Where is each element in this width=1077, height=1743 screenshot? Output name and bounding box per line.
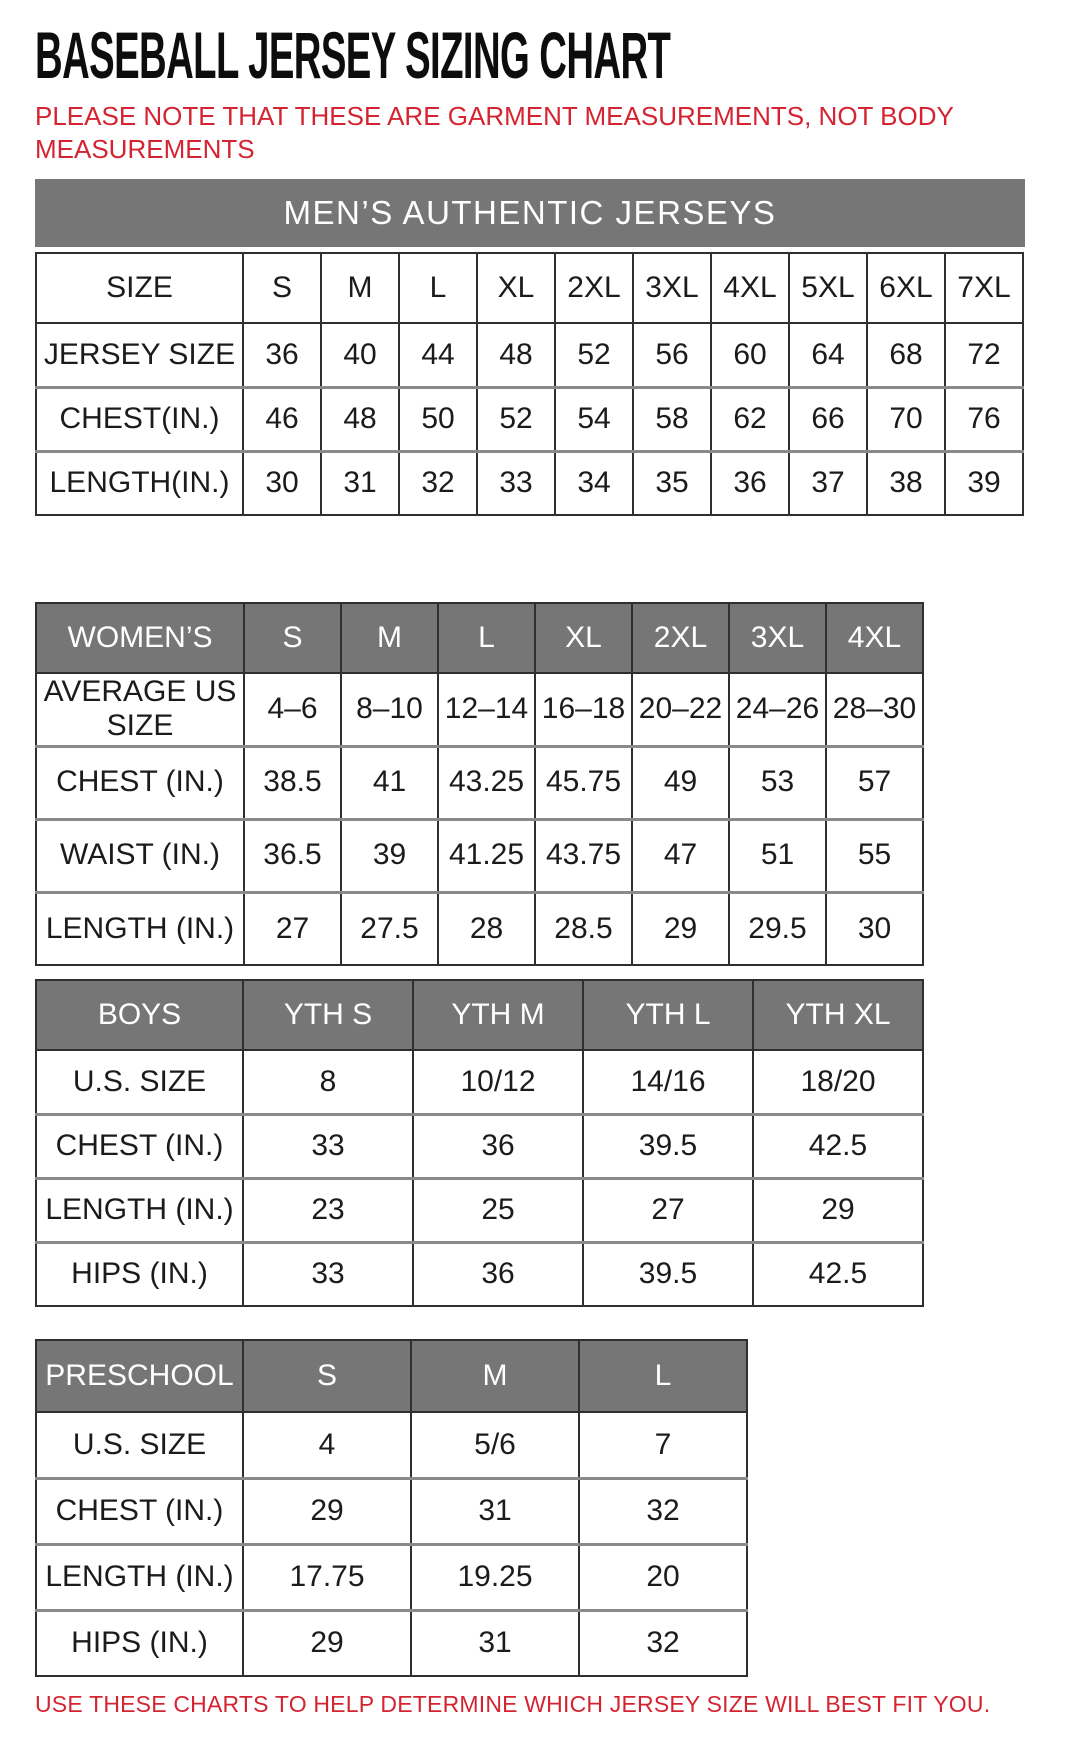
row-label: LENGTH (IN.) [36,1544,243,1610]
column-header: 3XL [729,603,826,673]
row-label: CHEST (IN.) [36,746,244,819]
column-header: XL [477,253,555,323]
table-cell: 30 [243,451,321,515]
column-header: 4XL [711,253,789,323]
table-cell: 27 [583,1178,753,1242]
table-cell: 43.25 [438,746,535,819]
column-header: M [341,603,438,673]
column-header: YTH M [413,980,583,1050]
column-header: YTH L [583,980,753,1050]
table-title-cell: BOYS [36,980,243,1050]
column-header: 2XL [555,253,633,323]
mens-table-section [35,179,1077,516]
table-cell: 36.5 [244,819,341,892]
table-cell: 39 [945,451,1023,515]
womens-table-section [35,602,1077,966]
table-row [36,1412,747,1478]
row-label: WAIST (IN.) [36,819,244,892]
table-cell: 28.5 [535,892,632,965]
column-header: 2XL [632,603,729,673]
column-header: 7XL [945,253,1023,323]
row-label: JERSEY SIZE [36,323,243,387]
header-row [36,603,923,673]
table-cell: 29 [243,1478,411,1544]
table-cell: 70 [867,387,945,451]
row-label: LENGTH (IN.) [36,892,244,965]
table-cell: 36 [243,323,321,387]
table-cell: 33 [243,1242,413,1306]
table-cell: 47 [632,819,729,892]
row-label: HIPS (IN.) [36,1242,243,1306]
table-cell: 60 [711,323,789,387]
table-cell: 39.5 [583,1242,753,1306]
table-cell: 10/12 [413,1050,583,1114]
table-row [36,892,923,965]
column-header: L [579,1340,747,1412]
table-cell: 52 [555,323,633,387]
table-cell: 29 [632,892,729,965]
table-cell: 58 [633,387,711,451]
table-cell: 25 [413,1178,583,1242]
column-header: XL [535,603,632,673]
table-cell: 39.5 [583,1114,753,1178]
table-cell: 33 [477,451,555,515]
table-cell: 66 [789,387,867,451]
table-cell: 54 [555,387,633,451]
table-cell: 4–6 [244,673,341,746]
table-cell: 48 [477,323,555,387]
table-cell: 50 [399,387,477,451]
table-cell: 33 [243,1114,413,1178]
row-label: CHEST (IN.) [36,1114,243,1178]
table-cell: 27.5 [341,892,438,965]
column-header: S [243,1340,411,1412]
garment-measurement-note: PLEASE NOTE THAT THESE ARE GARMENT MEASUREMENTS, NOT BODY MEASUREMENTS [35,101,954,164]
table-row [36,1544,747,1610]
table-cell: 31 [411,1478,579,1544]
table-cell: 68 [867,323,945,387]
table-cell: 24–26 [729,673,826,746]
table-cell: 37 [789,451,867,515]
table-cell: 36 [413,1242,583,1306]
header-row [36,980,923,1050]
table-row [36,1114,923,1178]
table-cell: 14/16 [583,1050,753,1114]
table-cell: 44 [399,323,477,387]
table-row [36,387,1023,451]
table-cell: 38 [867,451,945,515]
table-row [36,673,923,746]
table-cell: 39 [341,819,438,892]
table-cell: 51 [729,819,826,892]
table-cell: 20 [579,1544,747,1610]
table-cell: 8 [243,1050,413,1114]
table-row [36,1478,747,1544]
table-row [36,819,923,892]
table-cell: 27 [244,892,341,965]
header-row [36,253,1023,323]
table-cell: 31 [411,1610,579,1676]
table-cell: 4 [243,1412,411,1478]
table-cell: 16–18 [535,673,632,746]
page-title-text: BASEBALL JERSEY SIZING CHART [35,18,671,92]
column-header: 3XL [633,253,711,323]
row-label: LENGTH (IN.) [36,1178,243,1242]
table-cell: 52 [477,387,555,451]
column-header: YTH XL [753,980,923,1050]
row-label: U.S. SIZE [36,1412,243,1478]
table-cell: 43.75 [535,819,632,892]
boys-table-section [35,979,1077,1307]
column-header: M [411,1340,579,1412]
table-cell: 34 [555,451,633,515]
table-cell: 30 [826,892,923,965]
column-header: YTH S [243,980,413,1050]
table-title-cell: WOMEN’S [36,603,244,673]
table-cell: 55 [826,819,923,892]
table-cell: 41 [341,746,438,819]
table-cell: 23 [243,1178,413,1242]
table-cell: 29 [243,1610,411,1676]
table-row [36,451,1023,515]
table-cell: 32 [579,1478,747,1544]
table-cell: 48 [321,387,399,451]
table-cell: 42.5 [753,1114,923,1178]
table-cell: 17.75 [243,1544,411,1610]
table-cell: 29.5 [729,892,826,965]
table-cell: 31 [321,451,399,515]
table-cell: 8–10 [341,673,438,746]
table-cell: 28–30 [826,673,923,746]
table-title-cell: PRESCHOOL [36,1340,243,1412]
column-header: 5XL [789,253,867,323]
row-label: CHEST(IN.) [36,387,243,451]
table-cell: 64 [789,323,867,387]
table-cell: 38.5 [244,746,341,819]
mens-size-table [35,252,1024,516]
table-cell: 32 [399,451,477,515]
column-header: 4XL [826,603,923,673]
table-cell: 49 [632,746,729,819]
preschool-table-section [35,1339,1077,1677]
column-header: M [321,253,399,323]
table-cell: 45.75 [535,746,632,819]
column-header: 6XL [867,253,945,323]
footer-note: USE THESE CHARTS TO HELP DETERMINE WHICH JERSEY SIZE WILL BEST FIT YOU. [35,1691,991,1717]
table-cell: 5/6 [411,1412,579,1478]
table-cell: 19.25 [411,1544,579,1610]
table-cell: 53 [729,746,826,819]
row-label: CHEST (IN.) [36,1478,243,1544]
table-cell: 46 [243,387,321,451]
table-cell: 18/20 [753,1050,923,1114]
row-label: U.S. SIZE [36,1050,243,1114]
table-cell: 62 [711,387,789,451]
table-cell: 72 [945,323,1023,387]
column-header: L [399,253,477,323]
table-cell: 35 [633,451,711,515]
table-row [36,1178,923,1242]
table-row [36,746,923,819]
preschool-size-table [35,1339,748,1677]
column-header: L [438,603,535,673]
table-cell: 7 [579,1412,747,1478]
table-cell: 36 [711,451,789,515]
table-cell: 41.25 [438,819,535,892]
mens-banner-title: MEN’S AUTHENTIC JERSEYS [35,179,1025,247]
header-row [36,1340,747,1412]
page-title [35,18,1077,92]
row-label: HIPS (IN.) [36,1610,243,1676]
table-cell: 36 [413,1114,583,1178]
table-cell: 42.5 [753,1242,923,1306]
table-row [36,1242,923,1306]
row-label: AVERAGE US SIZE [36,673,244,746]
table-title-cell: SIZE [36,253,243,323]
table-cell: 56 [633,323,711,387]
table-cell: 28 [438,892,535,965]
column-header: S [243,253,321,323]
womens-size-table [35,602,924,966]
table-cell: 29 [753,1178,923,1242]
table-row [36,323,1023,387]
table-cell: 40 [321,323,399,387]
row-label: LENGTH(IN.) [36,451,243,515]
table-row [36,1050,923,1114]
table-cell: 32 [579,1610,747,1676]
column-header: S [244,603,341,673]
table-cell: 76 [945,387,1023,451]
table-row [36,1610,747,1676]
boys-size-table [35,979,924,1307]
table-cell: 12–14 [438,673,535,746]
table-cell: 20–22 [632,673,729,746]
table-cell: 57 [826,746,923,819]
